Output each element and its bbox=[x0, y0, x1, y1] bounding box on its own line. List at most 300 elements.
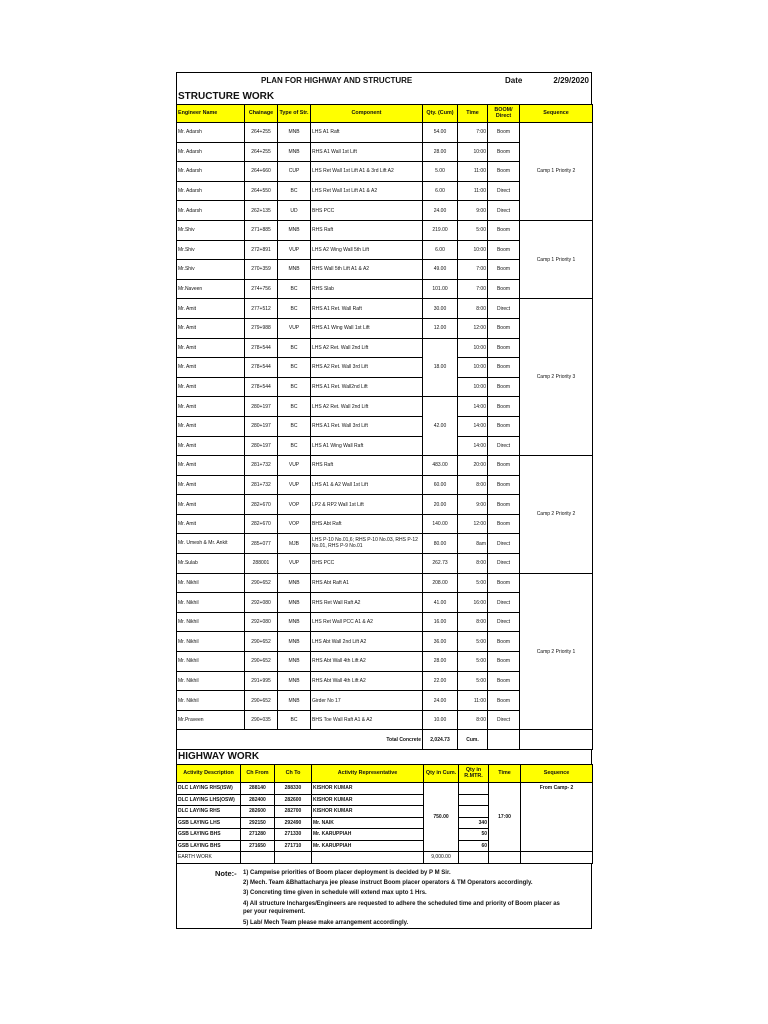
time: 7:00 bbox=[458, 279, 488, 299]
ch-from: 288140 bbox=[241, 783, 275, 795]
chainage: 264+660 bbox=[245, 162, 278, 182]
quantity: 6.00 bbox=[423, 181, 458, 201]
boom-direct: Boom bbox=[488, 397, 520, 417]
ch-from bbox=[241, 852, 275, 864]
chainage: 291+995 bbox=[245, 671, 278, 691]
time: 5:00 bbox=[458, 573, 488, 593]
structure-type: MJB bbox=[278, 534, 311, 554]
chainage: 277+512 bbox=[245, 299, 278, 319]
component: BHS PCC bbox=[311, 554, 423, 574]
component: RHS A1 Ret. Wall 3rd Lift bbox=[311, 416, 423, 436]
time: 12:00 bbox=[458, 318, 488, 338]
component: LHS Ret Wall 1st Lift A1 & 3rd Lift A2 bbox=[311, 162, 423, 182]
ch-to: 271330 bbox=[275, 829, 312, 841]
engineer-name: Mr. Amit bbox=[177, 495, 245, 515]
engineer-name: Mr. Nikhil bbox=[177, 573, 245, 593]
activity-representative: Mr. KARUPPIAH bbox=[312, 840, 424, 852]
col-time: Time bbox=[458, 105, 488, 123]
chainage: 272+891 bbox=[245, 240, 278, 260]
component: RHS Raft bbox=[311, 456, 423, 476]
chainage: 264+550 bbox=[245, 181, 278, 201]
plan-sheet bbox=[176, 72, 592, 929]
engineer-name: Mr.Praveen bbox=[177, 710, 245, 730]
boom-direct: Boom bbox=[488, 514, 520, 534]
engineer-name: Mr. Amit bbox=[177, 358, 245, 378]
table-row bbox=[177, 123, 593, 143]
boom-direct: Boom bbox=[488, 495, 520, 515]
time: 11:00 bbox=[458, 691, 488, 711]
hw-col-ch-from: Ch From bbox=[241, 765, 275, 783]
ch-from: 292150 bbox=[241, 817, 275, 829]
chainage: 285+077 bbox=[245, 534, 278, 554]
component: LHS A2 Ret. Wall 2nd Lift bbox=[311, 338, 423, 358]
activity-representative: Mr. KARUPPIAH bbox=[312, 829, 424, 841]
component: RHS A1 Wall 1st Lift bbox=[311, 142, 423, 162]
boom-direct: Boom bbox=[488, 240, 520, 260]
hw-col-qty-cum: Qty in Cum. bbox=[424, 765, 459, 783]
engineer-name: Mr. Adarsh bbox=[177, 181, 245, 201]
boom-direct: Boom bbox=[488, 123, 520, 143]
time: 16:00 bbox=[458, 593, 488, 613]
time: 10:00 bbox=[458, 358, 488, 378]
structure-type: MNB bbox=[278, 632, 311, 652]
chainage: 278+544 bbox=[245, 358, 278, 378]
time: 14:00 bbox=[458, 416, 488, 436]
quantity: 60.00 bbox=[423, 475, 458, 495]
boom-direct: Boom bbox=[488, 142, 520, 162]
quantity: 22.00 bbox=[423, 671, 458, 691]
quantity: 28.00 bbox=[423, 652, 458, 672]
quantity: 10.00 bbox=[423, 710, 458, 730]
sequence: Camp 1 Priority 2 bbox=[520, 123, 593, 221]
time: 9:00 bbox=[458, 201, 488, 221]
engineer-name: Mr. Amit bbox=[177, 456, 245, 476]
engineer-name: Mr. Adarsh bbox=[177, 162, 245, 182]
qty-rmtr: 50 bbox=[459, 829, 489, 841]
date-value: 2/29/2020 bbox=[553, 76, 589, 85]
total-blank bbox=[488, 730, 520, 750]
structure-type: BC bbox=[278, 416, 311, 436]
component: LHS Abt Wall 2nd Lift A2 bbox=[311, 632, 423, 652]
ch-from: 282400 bbox=[241, 794, 275, 806]
sequence: Camp 2 Priority 2 bbox=[520, 456, 593, 574]
component: LHS Ret Wall PCC A1 & A2 bbox=[311, 612, 423, 632]
engineer-name: Mr. Amit bbox=[177, 299, 245, 319]
structure-type: BC bbox=[278, 358, 311, 378]
engineer-name: Mr. Amit bbox=[177, 338, 245, 358]
chainage: 281+732 bbox=[245, 475, 278, 495]
component: RHS Raft bbox=[311, 220, 423, 240]
chainage: 292+080 bbox=[245, 612, 278, 632]
engineer-name: Mr. Adarsh bbox=[177, 142, 245, 162]
sequence bbox=[521, 852, 593, 864]
title-row bbox=[176, 72, 592, 90]
engineer-name: Mr. Amit bbox=[177, 514, 245, 534]
notes-block bbox=[176, 864, 592, 929]
engineer-name: Mr. Nikhil bbox=[177, 593, 245, 613]
hw-col-activity: Activity Description bbox=[177, 765, 241, 783]
table-row bbox=[177, 783, 593, 795]
boom-direct: Boom bbox=[488, 573, 520, 593]
time: 10:00 bbox=[458, 142, 488, 162]
notes-label: Note:- bbox=[215, 868, 237, 878]
time: 12:00 bbox=[458, 514, 488, 534]
col-engineer-name: Engineer Name bbox=[177, 105, 245, 123]
chainage: 279+988 bbox=[245, 318, 278, 338]
col-sequence: Sequence bbox=[520, 105, 593, 123]
chainage: 281+732 bbox=[245, 456, 278, 476]
quantity: 24.00 bbox=[423, 201, 458, 221]
boom-direct: Direct bbox=[488, 436, 520, 456]
chainage: 290+652 bbox=[245, 691, 278, 711]
component: BHS Abt Raft bbox=[311, 514, 423, 534]
boom-direct: Direct bbox=[488, 299, 520, 319]
time: 14:00 bbox=[458, 397, 488, 417]
activity-representative: KISHOR KUMAR bbox=[312, 783, 424, 795]
boom-direct: Boom bbox=[488, 260, 520, 280]
structure-type: MNB bbox=[278, 691, 311, 711]
engineer-name: Mr. Amit bbox=[177, 436, 245, 456]
total-blank bbox=[520, 730, 593, 750]
time: 8:00 bbox=[458, 554, 488, 574]
engineer-name: Mr. Nikhil bbox=[177, 632, 245, 652]
qty-rmtr bbox=[459, 794, 489, 806]
time: 8:00 bbox=[458, 299, 488, 319]
engineer-name: Mr. Nikhil bbox=[177, 652, 245, 672]
qty-rmtr: 340 bbox=[459, 817, 489, 829]
col-qty: Qty. (Cum) bbox=[423, 105, 458, 123]
time: 5:00 bbox=[458, 220, 488, 240]
structure-type: VUP bbox=[278, 456, 311, 476]
note-item: 1) Campwise priorities of Boom placer deployment is decided by P M Sir. bbox=[243, 869, 451, 876]
ch-to: 271710 bbox=[275, 840, 312, 852]
time: 14:00 bbox=[458, 436, 488, 456]
table-row bbox=[177, 852, 593, 864]
table-row bbox=[177, 573, 593, 593]
sequence: From Camp- 2 bbox=[521, 783, 593, 852]
sequence: Camp 2 Priority 3 bbox=[520, 299, 593, 456]
qty-rmtr bbox=[459, 806, 489, 818]
boom-direct: Direct bbox=[488, 201, 520, 221]
structure-type: MNB bbox=[278, 260, 311, 280]
total-label: Total Concrete bbox=[177, 730, 423, 750]
chainage: 264+255 bbox=[245, 123, 278, 143]
time: 5:00 bbox=[458, 671, 488, 691]
component: LHS A1 Raft bbox=[311, 123, 423, 143]
chainage: 290+652 bbox=[245, 652, 278, 672]
boom-direct: Boom bbox=[488, 416, 520, 436]
note-item: 5) Lab/ Mech Team please make arrangement accordingly. bbox=[243, 919, 409, 926]
ch-to: 288330 bbox=[275, 783, 312, 795]
chainage: 274+756 bbox=[245, 279, 278, 299]
boom-direct: Boom bbox=[488, 318, 520, 338]
boom-direct: Boom bbox=[488, 652, 520, 672]
component: RHS Ret Wall Raft A2 bbox=[311, 593, 423, 613]
chainage: 282+670 bbox=[245, 495, 278, 515]
structure-type: BC bbox=[278, 299, 311, 319]
structure-type: BC bbox=[278, 436, 311, 456]
component: LHS A1 & A2 Wall 1st Lift bbox=[311, 475, 423, 495]
component: LHS A1 Wing Wall Raft bbox=[311, 436, 423, 456]
structure-type: BC bbox=[278, 181, 311, 201]
structure-type: CUP bbox=[278, 162, 311, 182]
quantity: 16.00 bbox=[423, 612, 458, 632]
boom-direct: Direct bbox=[488, 710, 520, 730]
hw-col-ch-to: Ch To bbox=[275, 765, 312, 783]
ch-from: 271650 bbox=[241, 840, 275, 852]
chainage: 278+544 bbox=[245, 377, 278, 397]
chainage: 290+035 bbox=[245, 710, 278, 730]
qty-rmtr bbox=[459, 852, 489, 864]
activity-representative bbox=[312, 852, 424, 864]
component: LHS Ret Wall 1st Lift A1 & A2 bbox=[311, 181, 423, 201]
boom-direct: Boom bbox=[488, 691, 520, 711]
boom-direct: Boom bbox=[488, 671, 520, 691]
component: BHS PCC bbox=[311, 201, 423, 221]
structure-table bbox=[176, 104, 593, 750]
activity-description: EARTH WORK bbox=[177, 852, 241, 864]
qty-cum: 9,000.00 bbox=[424, 852, 459, 864]
structure-type: UD bbox=[278, 201, 311, 221]
activity-description: DLC LAYING LHS(OSW) bbox=[177, 794, 241, 806]
boom-direct: Direct bbox=[488, 181, 520, 201]
note-item: 4) All structure Incharges/Engineers are requested to adhere the scheduled time and priority of Boom placer as bbox=[243, 900, 560, 907]
quantity: 208.00 bbox=[423, 573, 458, 593]
structure-type: VOP bbox=[278, 514, 311, 534]
engineer-name: Mr. Amit bbox=[177, 475, 245, 495]
engineer-name: Mr. Umesh & Mr. Ankit bbox=[177, 534, 245, 554]
col-component: Component bbox=[311, 105, 423, 123]
structure-type: BC bbox=[278, 397, 311, 417]
boom-direct: Boom bbox=[488, 338, 520, 358]
quantity: 54.00 bbox=[423, 123, 458, 143]
time: 10:00 bbox=[458, 338, 488, 358]
time: 8:00 bbox=[458, 475, 488, 495]
structure-type: MNB bbox=[278, 123, 311, 143]
ch-to: 292490 bbox=[275, 817, 312, 829]
activity-description: GSB LAYING LHS bbox=[177, 817, 241, 829]
time: 8:00 bbox=[458, 710, 488, 730]
activity-representative: KISHOR KUMAR bbox=[312, 794, 424, 806]
structure-type: BC bbox=[278, 338, 311, 358]
component: RHS A1 Ret. Wall Raft bbox=[311, 299, 423, 319]
ch-from: 282600 bbox=[241, 806, 275, 818]
boom-direct: Direct bbox=[488, 554, 520, 574]
quantity: 262.73 bbox=[423, 554, 458, 574]
structure-type: MNB bbox=[278, 220, 311, 240]
chainage: 262+135 bbox=[245, 201, 278, 221]
quantity: 5.00 bbox=[423, 162, 458, 182]
engineer-name: Mr.Shiv bbox=[177, 220, 245, 240]
note-item: 3) Concreting time given in schedule will extend max upto 1 Hrs. bbox=[243, 889, 427, 896]
hw-col-representative: Activity Representative bbox=[312, 765, 424, 783]
quantity: 219.00 bbox=[423, 220, 458, 240]
total-row bbox=[177, 730, 593, 750]
engineer-name: Mr. Amit bbox=[177, 377, 245, 397]
quantity: 41.00 bbox=[423, 593, 458, 613]
component: LHS A2 Ret. Wall 2nd Lift bbox=[311, 397, 423, 417]
activity-description: DLC LAYING RHS(ISW) bbox=[177, 783, 241, 795]
chainage: 280+197 bbox=[245, 436, 278, 456]
table-row bbox=[177, 220, 593, 240]
chainage: 271+885 bbox=[245, 220, 278, 240]
highway-body bbox=[177, 783, 593, 864]
col-chainage: Chainage bbox=[245, 105, 278, 123]
time: 10:00 bbox=[458, 240, 488, 260]
structure-type: MNB bbox=[278, 652, 311, 672]
total-value: 2,024.73 bbox=[423, 730, 458, 750]
time: 11:00 bbox=[458, 162, 488, 182]
engineer-name: Mr. Nikhil bbox=[177, 691, 245, 711]
activity-representative: KISHOR KUMAR bbox=[312, 806, 424, 818]
boom-direct: Boom bbox=[488, 162, 520, 182]
time: 10:00 bbox=[458, 377, 488, 397]
date-label: Date bbox=[505, 76, 523, 85]
hw-col-sequence: Sequence bbox=[521, 765, 593, 783]
col-type: Type of Str. bbox=[278, 105, 311, 123]
boom-direct: Boom bbox=[488, 632, 520, 652]
note-item: per your requirement. bbox=[243, 908, 306, 915]
quantity: 6.00 bbox=[423, 240, 458, 260]
structure-type: VUP bbox=[278, 554, 311, 574]
structure-header-row bbox=[177, 105, 593, 123]
ch-to bbox=[275, 852, 312, 864]
ch-to: 282600 bbox=[275, 794, 312, 806]
total-unit: Cum. bbox=[458, 730, 488, 750]
structure-type: VUP bbox=[278, 475, 311, 495]
hw-col-time: Time bbox=[489, 765, 521, 783]
highway-section-title: HIGHWAY WORK bbox=[176, 750, 592, 764]
time: 20:00 bbox=[458, 456, 488, 476]
structure-body bbox=[177, 123, 593, 730]
structure-type: VOP bbox=[278, 495, 311, 515]
structure-section-title: STRUCTURE WORK bbox=[176, 90, 592, 104]
time: 7:00 bbox=[458, 260, 488, 280]
engineer-name: Mr. Amit bbox=[177, 318, 245, 338]
time: 5:00 bbox=[458, 632, 488, 652]
component: RHS Abt Raft A1 bbox=[311, 573, 423, 593]
component: RHS A1 Wing Wall 1st Lift bbox=[311, 318, 423, 338]
component: RHS Wall 5th Lift A1 & A2 bbox=[311, 260, 423, 280]
boom-direct: Boom bbox=[488, 358, 520, 378]
structure-type: BC bbox=[278, 279, 311, 299]
quantity: 101.00 bbox=[423, 279, 458, 299]
sequence: Camp 2 Priority 1 bbox=[520, 573, 593, 730]
component: BHS Toe Wall Raft A1 & A2 bbox=[311, 710, 423, 730]
quantity: 28.00 bbox=[423, 142, 458, 162]
structure-type: BC bbox=[278, 377, 311, 397]
quantity: 18.00 bbox=[423, 338, 458, 397]
structure-type: MNB bbox=[278, 671, 311, 691]
structure-type: VUP bbox=[278, 318, 311, 338]
component: Girder No 17 bbox=[311, 691, 423, 711]
ch-from: 271280 bbox=[241, 829, 275, 841]
chainage: 292+080 bbox=[245, 593, 278, 613]
highway-header-row bbox=[177, 765, 593, 783]
boom-direct: Boom bbox=[488, 279, 520, 299]
chainage: 290+652 bbox=[245, 632, 278, 652]
boom-direct: Direct bbox=[488, 593, 520, 613]
boom-direct: Boom bbox=[488, 377, 520, 397]
table-row bbox=[177, 299, 593, 319]
col-boom-direct: BOOM/ Direct bbox=[488, 105, 520, 123]
engineer-name: Mr. Adarsh bbox=[177, 123, 245, 143]
activity-description: GSB LAYING BHS bbox=[177, 829, 241, 841]
activity-description: GSB LAYING BHS bbox=[177, 840, 241, 852]
engineer-name: Mr.Shiv bbox=[177, 260, 245, 280]
time: 8:00 bbox=[458, 612, 488, 632]
time: 8am bbox=[458, 534, 488, 554]
engineer-name: Mr. Amit bbox=[177, 416, 245, 436]
quantity: 49.00 bbox=[423, 260, 458, 280]
chainage: 290+652 bbox=[245, 573, 278, 593]
table-row bbox=[177, 456, 593, 476]
engineer-name: Mr. Nikhil bbox=[177, 671, 245, 691]
engineer-name: Mr. Nikhil bbox=[177, 612, 245, 632]
chainage: 264+255 bbox=[245, 142, 278, 162]
quantity: 24.00 bbox=[423, 691, 458, 711]
component: RHS A2 Ret. Wall 3rd Lift bbox=[311, 358, 423, 378]
structure-type: MNB bbox=[278, 573, 311, 593]
engineer-name: Mr.Naveen bbox=[177, 279, 245, 299]
qty-rmtr: 60 bbox=[459, 840, 489, 852]
chainage: 280+197 bbox=[245, 416, 278, 436]
quantity: 80.00 bbox=[423, 534, 458, 554]
quantity: 42.00 bbox=[423, 397, 458, 456]
component: RHS A1 Ret. Wall2nd Lift bbox=[311, 377, 423, 397]
component: RHS Abt Wall 4th Lift A2 bbox=[311, 652, 423, 672]
chainage: 288001 bbox=[245, 554, 278, 574]
quantity: 140.00 bbox=[423, 514, 458, 534]
boom-direct: Direct bbox=[488, 534, 520, 554]
chainage: 280+197 bbox=[245, 397, 278, 417]
boom-direct: Direct bbox=[488, 612, 520, 632]
note-item: 2) Mech. Team &Bhattacharya jee please instruct Boom placer operators & TM Operators accordingly. bbox=[243, 879, 533, 886]
boom-direct: Boom bbox=[488, 475, 520, 495]
qty-cum: 750.00 bbox=[424, 783, 459, 852]
time: 5:00 bbox=[458, 652, 488, 672]
time: 9:00 bbox=[458, 495, 488, 515]
boom-direct: Boom bbox=[488, 456, 520, 476]
quantity: 30.00 bbox=[423, 299, 458, 319]
component: LHS P-10 No.01,6; RHS P-10 No.03, RHS P-12 No.01, RHS P-9 No.01 bbox=[311, 534, 423, 554]
activity-description: DLC LAYING RHS bbox=[177, 806, 241, 818]
quantity: 12.00 bbox=[423, 318, 458, 338]
component: LHS A2 Wing Wall 5th Lift bbox=[311, 240, 423, 260]
time: 17:00 bbox=[489, 783, 521, 852]
engineer-name: Mr. Amit bbox=[177, 397, 245, 417]
structure-type: MNB bbox=[278, 612, 311, 632]
structure-type: VUP bbox=[278, 240, 311, 260]
structure-type: MNB bbox=[278, 142, 311, 162]
chainage: 270+359 bbox=[245, 260, 278, 280]
quantity: 36.00 bbox=[423, 632, 458, 652]
time: 11:00 bbox=[458, 181, 488, 201]
hw-col-qty-rmtr: Qty in R.MTR. bbox=[459, 765, 489, 783]
time bbox=[489, 852, 521, 864]
structure-type: MNB bbox=[278, 593, 311, 613]
boom-direct: Boom bbox=[488, 220, 520, 240]
ch-to: 282700 bbox=[275, 806, 312, 818]
component: RHS Abt Wall 4th Lift A2 bbox=[311, 671, 423, 691]
sequence: Camp 1 Priority 1 bbox=[520, 220, 593, 298]
quantity: 20.00 bbox=[423, 495, 458, 515]
engineer-name: Mr. Adarsh bbox=[177, 201, 245, 221]
quantity: 483.00 bbox=[423, 456, 458, 476]
highway-table bbox=[176, 764, 593, 864]
chainage: 278+544 bbox=[245, 338, 278, 358]
engineer-name: Mr.Sulab bbox=[177, 554, 245, 574]
